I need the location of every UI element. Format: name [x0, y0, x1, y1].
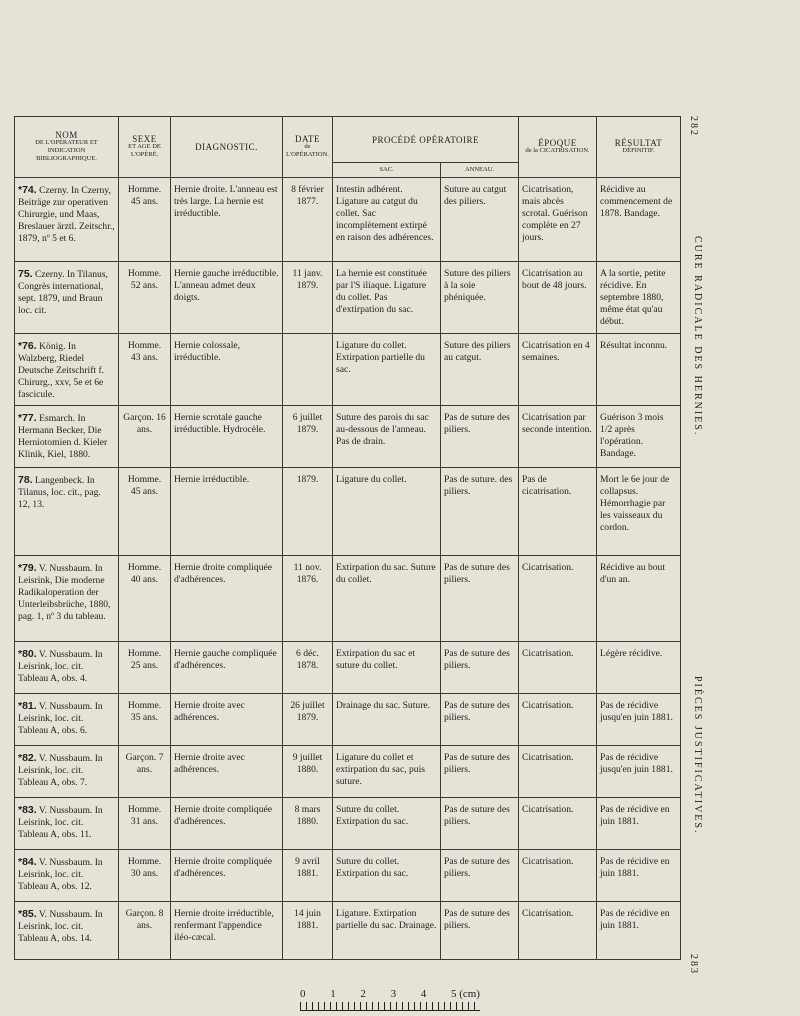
cell-nom-text: V. Nussbaum. In Leisrink, loc. cit. Tableau A, obs. 14.	[18, 909, 103, 944]
cell-diagnostic	[171, 334, 283, 406]
cell-sac-text: Intestin adhérent. Ligature au catgut du collet. Sac incomplètement extirpé en raison des adhérences.	[336, 184, 434, 243]
cell-date-text: 8 mars 1880.	[294, 804, 321, 827]
cell-diagnostic	[171, 468, 283, 556]
cell-resultat	[597, 468, 681, 556]
cell-date	[283, 556, 333, 642]
case-row	[15, 746, 681, 798]
cell-resultat	[597, 406, 681, 468]
cell-resultat	[597, 746, 681, 798]
cell-sac	[333, 642, 441, 694]
cell-sexe-text: Homme. 30 ans.	[127, 856, 162, 879]
case-row	[15, 556, 681, 642]
cell-sexe	[119, 746, 171, 798]
cell-date	[283, 746, 333, 798]
cell-diagnostic	[171, 556, 283, 642]
cell-resultat	[597, 694, 681, 746]
cell-date	[283, 642, 333, 694]
cell-sac	[333, 694, 441, 746]
cell-epoque-text: Cicatrisation.	[522, 804, 574, 815]
cell-sexe	[119, 556, 171, 642]
cell-sexe-text: Garçon. 8 ans.	[125, 908, 164, 931]
cell-resultat	[597, 902, 681, 960]
cell-resultat	[597, 642, 681, 694]
cell-date	[283, 694, 333, 746]
cell-anneau-text: Pas de suture des piliers.	[444, 648, 510, 671]
case-number: *74.	[18, 184, 37, 196]
case-row	[15, 902, 681, 960]
header-epoque: ÉPOQUE de la CICATRISATION.	[519, 117, 597, 178]
cell-sac-text: Drainage du sac. Suture.	[336, 700, 431, 711]
cell-sac-text: La hernie est constituée par l'S iliaque. Ligature du collet. Pas d'extirpation du sac.	[336, 268, 427, 315]
cell-date-text: 14 juin 1881.	[294, 908, 321, 931]
page-number-top: 282	[688, 116, 699, 137]
cell-sexe	[119, 850, 171, 902]
cell-nom	[15, 406, 119, 468]
cell-anneau	[441, 642, 519, 694]
cell-date	[283, 902, 333, 960]
cell-anneau	[441, 746, 519, 798]
cell-epoque	[519, 334, 597, 406]
case-row	[15, 406, 681, 468]
cell-diagnostic	[171, 406, 283, 468]
case-number: *81.	[18, 700, 37, 712]
cell-epoque-text: Cicatrisation.	[522, 562, 574, 573]
cell-date-text: 11 nov. 1876.	[293, 562, 322, 585]
cell-epoque-text: Cicatrisation en 4 semaines.	[522, 340, 590, 363]
cell-date-text: 9 avril 1881.	[295, 856, 320, 879]
header-sexe: SEXE ET AGE DE L'OPÉRÉ.	[119, 117, 171, 178]
cell-diagnostic	[171, 746, 283, 798]
cell-sac	[333, 850, 441, 902]
header-sac: SAC.	[333, 163, 441, 178]
cell-sexe	[119, 902, 171, 960]
cell-epoque	[519, 850, 597, 902]
cell-nom-text: V. Nussbaum. In Leisrink, loc. cit. Tableau A, obs. 7.	[18, 753, 103, 788]
cell-sexe	[119, 178, 171, 262]
cell-nom-text: Langenbeck. In Tilanus, loc. cit., pag. 12, 13.	[18, 475, 101, 510]
cell-nom-text: König. In Walzberg, Riedel Deutsche Zeitschrift f. Chirurg., xxv, 5e et 6e fascicule.	[18, 341, 105, 400]
hernia-case-table	[14, 116, 681, 960]
case-row	[15, 694, 681, 746]
ruler-label: 5 (cm)	[450, 988, 480, 1000]
cell-anneau	[441, 850, 519, 902]
cell-nom	[15, 334, 119, 406]
cell-sexe	[119, 694, 171, 746]
cell-sexe	[119, 262, 171, 334]
cell-sexe	[119, 798, 171, 850]
cell-resultat-text: Récidive au commencement de 1878. Bandage.	[600, 184, 673, 219]
cell-nom-text: Czerny. In Czerny, Beiträge zur operativen Chirurgie, und Maas, Breslauer ärztl. Zeitschr., 1879, nº 5 et 6.	[18, 185, 115, 244]
cell-nom	[15, 694, 119, 746]
case-number: *82.	[18, 752, 37, 764]
ruler-labels	[300, 988, 480, 1000]
cell-sexe-text: Homme. 45 ans.	[127, 184, 162, 207]
cell-date-text: 6 juillet 1879.	[292, 412, 323, 435]
cell-date-text: 8 février 1877.	[291, 184, 324, 207]
header-row	[15, 117, 681, 163]
cell-nom-text: Czerny. In Tilanus, Congrès international, sept. 1879, und Braun loc. cit.	[18, 269, 108, 316]
case-row	[15, 850, 681, 902]
cell-sexe-text: Homme. 40 ans.	[127, 562, 162, 585]
cell-diagnostic	[171, 262, 283, 334]
cell-nom	[15, 902, 119, 960]
cell-diagnostic	[171, 902, 283, 960]
cell-anneau-text: Pas de suture. des piliers.	[444, 474, 513, 497]
cell-sac-text: Ligature du collet. Extirpation partielle du sac.	[336, 340, 425, 375]
case-row	[15, 798, 681, 850]
cell-sac	[333, 468, 441, 556]
cell-epoque	[519, 556, 597, 642]
cell-diagnostic-text: Hernie irréductible.	[174, 474, 250, 485]
running-title-bottom: PIÈCES JUSTIFICATIVES.	[692, 676, 703, 835]
cell-date	[283, 178, 333, 262]
cell-epoque-text: Cicatrisation au bout de 48 jours.	[522, 268, 587, 291]
header-resultat: RÉSULTAT DÉFINITIF.	[597, 117, 681, 178]
cell-sexe-text: Garçon. 7 ans.	[125, 752, 164, 775]
cell-epoque-text: Cicatrisation.	[522, 752, 574, 763]
side-margin	[688, 116, 710, 975]
cell-anneau-text: Pas de suture des piliers.	[444, 752, 510, 775]
cell-diagnostic-text: Hernie droite avec adhérences.	[174, 700, 245, 723]
cell-nom	[15, 850, 119, 902]
cell-anneau	[441, 556, 519, 642]
header-nom: NOM DE L'OPÉRATEUR ET INDICATION BIBLIOGRAPHIQUE.	[15, 117, 119, 178]
case-number: *83.	[18, 804, 37, 816]
centimeter-ruler	[300, 988, 480, 1014]
cell-epoque	[519, 642, 597, 694]
cell-nom	[15, 798, 119, 850]
cell-anneau	[441, 334, 519, 406]
case-number: *80.	[18, 648, 37, 660]
cell-date	[283, 406, 333, 468]
cell-epoque-text: Cicatrisation par seconde intention.	[522, 412, 592, 435]
case-row	[15, 468, 681, 556]
cell-sexe	[119, 334, 171, 406]
cell-date	[283, 850, 333, 902]
cell-resultat-text: A la sortie, petite récidive. En septembre 1880, même état qu'au début.	[600, 268, 666, 327]
cell-diagnostic-text: Hernie droite avec adhérences.	[174, 752, 245, 775]
cell-anneau	[441, 694, 519, 746]
cell-diagnostic	[171, 850, 283, 902]
cell-anneau-text: Suture des piliers à la soie phéniquée.	[444, 268, 511, 303]
cell-date	[283, 262, 333, 334]
cell-resultat-text: Pas de récidive jusqu'en juin 1881.	[600, 700, 673, 723]
cell-epoque	[519, 262, 597, 334]
cell-nom	[15, 556, 119, 642]
ruler-label: 2	[360, 988, 366, 1000]
cell-resultat-text: Pas de récidive en juin 1881.	[600, 856, 670, 879]
cell-date	[283, 334, 333, 406]
cell-diagnostic	[171, 642, 283, 694]
cell-diagnostic-text: Hernie droite. L'anneau est très large. La hernie est irréductible.	[174, 184, 278, 219]
cell-date	[283, 798, 333, 850]
cell-resultat	[597, 798, 681, 850]
cell-sac-text: Suture des parois du sac au-dessous de l'anneau. Pas de drain.	[336, 412, 429, 447]
cell-diagnostic-text: Hernie scrotale gauche irréductible. Hydrocèle.	[174, 412, 266, 435]
cell-epoque-text: Cicatrisation.	[522, 648, 574, 659]
cell-epoque	[519, 468, 597, 556]
case-row	[15, 262, 681, 334]
cell-sac-text: Suture du collet. Extirpation du sac.	[336, 856, 409, 879]
cell-nom-text: V. Nussbaum. In Leisrink, loc. cit. Tableau A, obs. 4.	[18, 649, 103, 684]
cell-sexe-text: Homme. 45 ans.	[127, 474, 162, 497]
cell-resultat	[597, 334, 681, 406]
cell-epoque	[519, 902, 597, 960]
cell-nom-text: V. Nussbaum. In Leisrink, Die moderne Radikaloperation der Unterleibsbrüche, 1880, pag. 1, nº 3 du tableau.	[18, 563, 111, 622]
case-row	[15, 334, 681, 406]
cell-anneau	[441, 406, 519, 468]
cell-date-text: 9 juillet 1880.	[292, 752, 323, 775]
cell-sac	[333, 556, 441, 642]
case-number: *79.	[18, 562, 37, 574]
cell-date-text: 11 janv. 1879.	[292, 268, 323, 291]
cell-nom	[15, 746, 119, 798]
cell-resultat	[597, 262, 681, 334]
cell-nom	[15, 468, 119, 556]
cell-anneau	[441, 262, 519, 334]
case-number: *77.	[18, 412, 37, 424]
cell-resultat-text: Pas de récidive en juin 1881.	[600, 908, 670, 931]
cell-resultat-text: Pas de récidive jusqu'en juin 1881.	[600, 752, 673, 775]
cell-diagnostic-text: Hernie droite compliquée d'adhérences.	[174, 804, 273, 827]
hernia-table-sheet	[14, 116, 680, 970]
cell-anneau-text: Pas de suture des piliers.	[444, 562, 510, 585]
page-number-bottom: 283	[688, 954, 699, 975]
cell-sac	[333, 902, 441, 960]
cell-nom	[15, 262, 119, 334]
ruler-bar	[300, 1002, 480, 1011]
cell-epoque-text: Pas de cicatrisation.	[522, 474, 572, 497]
cell-resultat-text: Légère récidive.	[600, 648, 663, 659]
cell-sac	[333, 178, 441, 262]
cell-anneau-text: Pas de suture des piliers.	[444, 908, 510, 931]
cell-sexe-text: Homme. 52 ans.	[127, 268, 162, 291]
header-procede: PROCÉDÉ OPÉRATOIRE	[333, 117, 519, 163]
cell-sac-text: Ligature du collet.	[336, 474, 407, 485]
case-row	[15, 178, 681, 262]
cell-epoque-text: Cicatrisation.	[522, 700, 574, 711]
cell-sac-text: Extirpation du sac. Suture du collet.	[336, 562, 436, 585]
cell-sac	[333, 406, 441, 468]
cell-resultat-text: Pas de récidive en juin 1881.	[600, 804, 670, 827]
cell-anneau-text: Pas de suture des piliers.	[444, 700, 510, 723]
cell-sac	[333, 262, 441, 334]
cell-sac-text: Ligature. Extirpation partielle du sac. Drainage.	[336, 908, 437, 931]
cell-sexe	[119, 406, 171, 468]
cell-epoque	[519, 178, 597, 262]
cell-diagnostic-text: Hernie gauche compliquée d'adhérences.	[174, 648, 277, 671]
cell-anneau-text: Pas de suture des piliers.	[444, 804, 510, 827]
cell-anneau-text: Suture des piliers au catgut.	[444, 340, 511, 363]
cell-resultat-text: Guérison 3 mois 1/2 après l'opération. Bandage.	[600, 412, 664, 459]
ruler-label: 3	[390, 988, 397, 1000]
running-title-top: CURE RADICALE DES HERNIES.	[692, 236, 703, 437]
cell-date	[283, 468, 333, 556]
cell-date-text: 1879.	[296, 474, 319, 485]
cell-date-text: 6 déc. 1878.	[296, 648, 319, 671]
cell-nom	[15, 642, 119, 694]
cell-diagnostic-text: Hernie droite irréductible, renfermant l'appendice iléo-cæcal.	[174, 908, 274, 943]
cell-diagnostic-text: Hernie droite compliquée d'adhérences.	[174, 856, 273, 879]
cell-diagnostic-text: Hernie droite compliquée d'adhérences.	[174, 562, 273, 585]
ruler-label: 1	[330, 988, 336, 1000]
cell-nom-text: V. Nussbaum. In Leisrink, loc. cit. Tableau A, obs. 6.	[18, 701, 103, 736]
cell-resultat-text: Résultat inconnu.	[600, 340, 668, 351]
cell-diagnostic-text: Hernie colossale, irréductible.	[174, 340, 241, 363]
cell-nom-text: Esmarch. In Hermann Becker, Die Herniotomien d. Kieler Klinik, Kiel, 1880.	[18, 413, 108, 460]
cell-sexe	[119, 642, 171, 694]
cell-epoque-text: Cicatrisation, mais abcès scrotal. Guérison complète en 27 jours.	[522, 184, 588, 243]
header-date: DATE de L'OPÉRATION.	[283, 117, 333, 178]
cell-anneau	[441, 178, 519, 262]
cell-anneau	[441, 902, 519, 960]
cell-nom-text: V. Nussbaum. In Leisrink, loc. cit. Tableau A, obs. 12.	[18, 857, 103, 892]
case-number: *85.	[18, 908, 37, 920]
cell-diagnostic	[171, 798, 283, 850]
cell-diagnostic	[171, 694, 283, 746]
cell-epoque	[519, 746, 597, 798]
case-number: 75.	[18, 268, 33, 280]
cell-resultat-text: Mort le 6e jour de collapsus. Hémorrhagie par les vaisseaux du cordon.	[600, 474, 670, 533]
cell-resultat-text: Récidive au bout d'un an.	[600, 562, 666, 585]
cell-anneau-text: Pas de suture des piliers.	[444, 856, 510, 879]
cell-diagnostic	[171, 178, 283, 262]
cell-diagnostic-text: Hernie gauche irréductible. L'anneau admet deux doigts.	[174, 268, 279, 303]
case-row	[15, 642, 681, 694]
ruler-label: 4	[420, 988, 427, 1000]
cell-anneau-text: Pas de suture des piliers.	[444, 412, 510, 435]
ruler-label: 0	[300, 988, 306, 1000]
cell-epoque	[519, 694, 597, 746]
cell-sexe	[119, 468, 171, 556]
cell-date-text: 26 juillet 1879.	[290, 700, 325, 723]
header-anneau: ANNEAU.	[441, 163, 519, 178]
cell-sac-text: Suture du collet. Extirpation du sac.	[336, 804, 409, 827]
case-number: 78.	[18, 474, 33, 486]
case-number: *84.	[18, 856, 37, 868]
cell-resultat	[597, 178, 681, 262]
cell-epoque	[519, 406, 597, 468]
cell-sexe-text: Garçon. 16 ans.	[123, 412, 166, 435]
cell-sexe-text: Homme. 25 ans.	[127, 648, 162, 671]
cell-nom-text: V. Nussbaum. In Leisrink, loc. cit. Tableau A, obs. 11.	[18, 805, 103, 840]
cell-sac-text: Extirpation du sac et suture du collet.	[336, 648, 416, 671]
cell-sac	[333, 746, 441, 798]
cell-resultat	[597, 556, 681, 642]
cell-sexe-text: Homme. 35 ans.	[127, 700, 162, 723]
cell-resultat	[597, 850, 681, 902]
cell-sexe-text: Homme. 43 ans.	[127, 340, 162, 363]
cell-sexe-text: Homme. 31 ans.	[127, 804, 162, 827]
cell-sac	[333, 798, 441, 850]
cell-epoque	[519, 798, 597, 850]
cell-epoque-text: Cicatrisation.	[522, 908, 574, 919]
cell-anneau-text: Suture au catgut des piliers.	[444, 184, 507, 207]
cell-nom	[15, 178, 119, 262]
cell-anneau	[441, 468, 519, 556]
cell-epoque-text: Cicatrisation.	[522, 856, 574, 867]
header-diagnostic: DIAGNOSTIC.	[171, 117, 283, 178]
cell-anneau	[441, 798, 519, 850]
cell-sac	[333, 334, 441, 406]
cell-sac-text: Ligature du collet et extirpation du sac, puis suture.	[336, 752, 425, 787]
case-number: *76.	[18, 340, 37, 352]
